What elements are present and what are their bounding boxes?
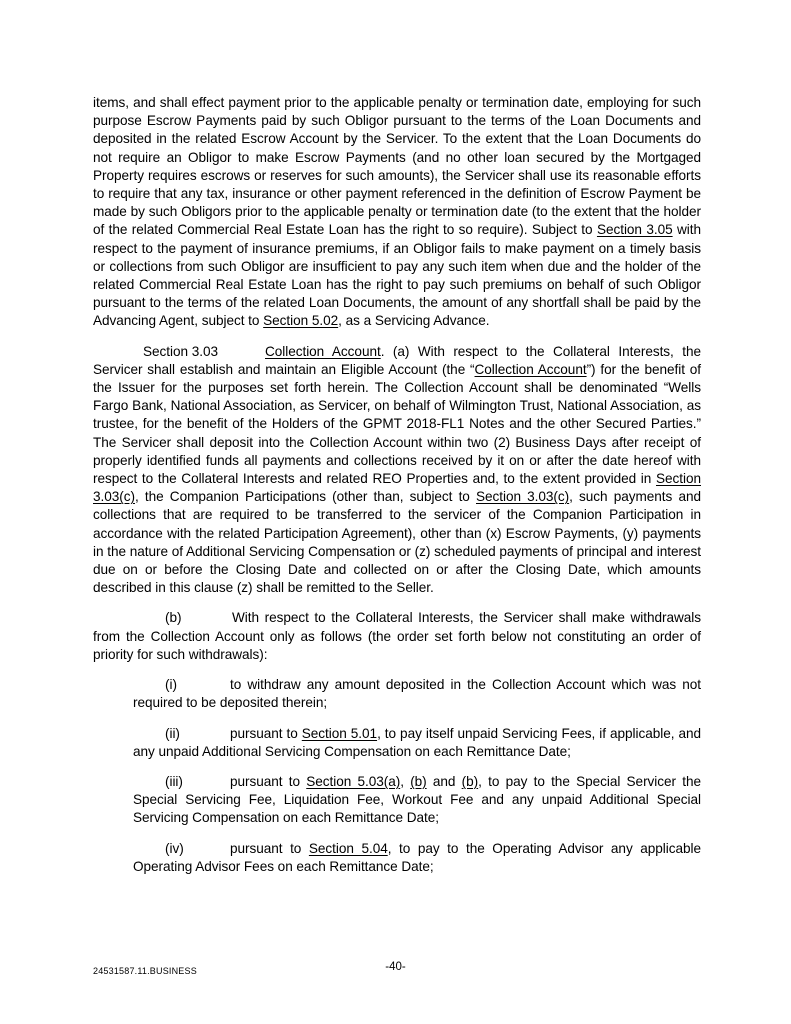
text-run: to withdraw any amount deposited in the Collection Account which was not required to be deposited therein;: [133, 677, 701, 711]
list-item-marker: (ii): [165, 725, 180, 741]
list-item: [133, 840, 701, 876]
section-reference: Section 3.03(c): [476, 489, 570, 505]
text-run: , the Companion Participations (other than, subject to: [134, 489, 476, 505]
page-number: -40-: [385, 961, 406, 973]
paragraph-label: Section 3.03: [143, 343, 218, 359]
section-reference: (b): [410, 773, 427, 789]
text-run: ”) for the benefit of the Issuer for the purposes set forth herein. The Collection Account shall be denominated “Wells Fargo Bank, National Association, as Servicer, on behalf of Wilmington Trust, National Association, as trustee, for the benefit of the Holders of the GPMT 2018-FL1 Notes and the other Secured Parties.” The Servicer shall deposit into the Collection Account within two (2) Business Days after receipt of properly identified funds all payments and collections received by it on or after the date hereof with respect to the Collateral Interests and related REO Properties and, to the extent provided in: [93, 361, 701, 487]
text-run: , such payments and collections that are required to be transferred to the servicer of the Companion Participation in accordance with the related Participation Agreement), other than (x) Escrow Payments, (y) payments in the nature of Additional Servicing Compensation or (z) scheduled payments of principal and interest due on or before the Closing Date and collected on or after the Closing Date, which amounts described in this clause (z) shall be remitted to the Seller.: [93, 489, 701, 596]
list-item: [133, 676, 701, 712]
text-run: pursuant to: [230, 840, 309, 856]
paragraph: [93, 609, 701, 664]
list-item-marker: (i): [165, 677, 177, 693]
text-run: pursuant to: [230, 725, 302, 741]
text-run: items, and shall effect payment prior to the applicable penalty or termination date, employing for such purpose Escrow Payments paid by such Obligor pursuant to the terms of the Loan Documents and deposited in the related Escrow Account by the Servicer. To the extent that the Loan Documents do not require an Obligor to make Escrow Payments (and no other loan secured by the Mortgaged Property requires escrows or reserves for such amounts), the Servicer shall use its reasonable efforts to require that any tax, insurance or other payment referenced in the definition of Escrow Payment be made by such Obligors prior to the applicable penalty or termination date (to the extent that the holder of the related Commercial Real Estate Loan has the right to so require). Subject to: [93, 95, 701, 238]
text-run: pursuant to: [230, 773, 307, 789]
section-reference: Section 3.05: [596, 222, 673, 238]
paragraph-label: (b): [165, 610, 182, 626]
list-item-marker: (iv): [165, 840, 184, 856]
section-reference: Section 5.03(a): [306, 773, 401, 789]
text-run: . (a) With respect to the Collateral Interests, the Servicer shall establish and maintain an Eligible Account (the “: [93, 343, 701, 377]
list-item: [133, 725, 701, 761]
text-run: With respect to the Collateral Interests, the Servicer shall make withdrawals from the Collection Account only as follows (the order set forth below not constituting an order of priority for such withdrawals):: [93, 610, 701, 662]
text-run: , to pay itself unpaid Servicing Fees, if applicable, and any unpaid Additional Servicing Compensation on each Remittance Date;: [133, 725, 701, 759]
paragraph: [93, 343, 701, 598]
text-run: ,: [400, 773, 411, 789]
document-control-number: 24531587.11.BUSINESS: [93, 966, 197, 976]
section-reference: Section 5.04: [308, 840, 388, 856]
section-reference: Section 5.01: [301, 725, 378, 741]
section-reference: Collection Account: [474, 361, 587, 377]
section-reference: Collection Account: [265, 343, 381, 359]
text-run: with respect to the payment of insurance premiums, if an Obligor fails to make payment on a timely basis or collections from such Obligor are insufficient to pay any such item when due and the holder of the related Commercial Real Estate Loan has the right to pay such premiums on behalf of such Obligor pursuant to the terms of the related Loan Documents, the amount of any shortfall shall be paid by the Advancing Agent, subject to: [93, 222, 701, 329]
text-run: , to pay to the Operating Advisor any applicable Operating Advisor Fees on each Remittance Date;: [133, 840, 701, 874]
text-run: , as a Servicing Advance.: [338, 313, 490, 329]
section-reference: Section 3.03(c): [93, 471, 701, 505]
list-item-marker: (iii): [165, 773, 183, 789]
text-run: and: [426, 773, 462, 789]
text-run: , to pay to the Special Servicer the Special Servicing Fee, Liquidation Fee, Workout Fee and any unpaid Additional Special Servicing Compensation on each Remittance Date;: [133, 773, 701, 826]
document-body: [93, 94, 701, 888]
paragraph: [93, 94, 701, 331]
section-reference: (b): [461, 773, 479, 789]
section-reference: Section 5.02: [263, 313, 339, 329]
list-item: [133, 773, 701, 828]
